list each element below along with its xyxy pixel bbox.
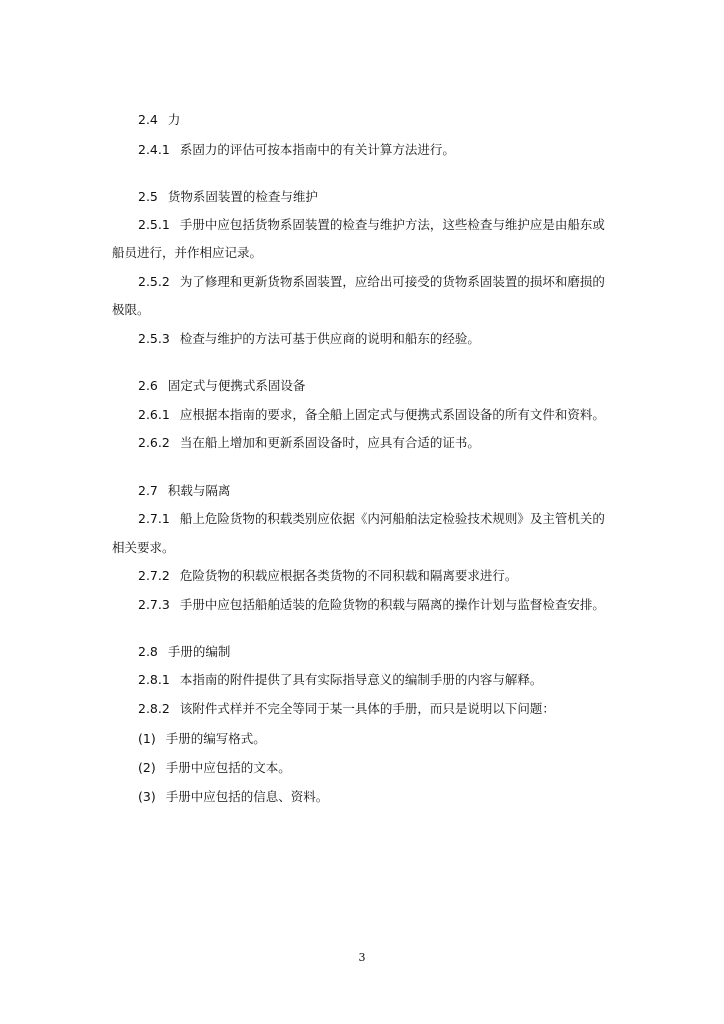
paragraph-2-5-3	[138, 331, 617, 347]
paragraph-text: 为了修理和更新货物系固装置，应给出可接受的货物系固装置的损坏和磨损的	[179, 274, 605, 289]
heading-title: 力	[167, 112, 181, 127]
paragraph-2-7-1	[138, 511, 617, 527]
list-item-number: (3)	[138, 789, 156, 804]
paragraph-text: 手册中应包括船舶适装的危险货物的积载与隔离的操作计划与监督检查安排。	[179, 597, 605, 612]
paragraph-number: 2.5.2	[138, 274, 170, 289]
heading-number: 2.5	[138, 189, 158, 204]
paragraph-text: 当在船上增加和更新系固设备时，应具有合适的证书。	[179, 435, 480, 450]
paragraph-number: 2.7.1	[138, 511, 170, 526]
paragraph-number: 2.6.1	[138, 407, 170, 422]
paragraph-number: 2.7.2	[138, 568, 170, 583]
paragraph-text: 系固力的评估可按本指南中的有关计算方法进行。	[179, 142, 455, 157]
paragraph-2-6-1	[138, 407, 617, 423]
section-heading-2-7	[138, 483, 643, 499]
paragraph-text: 应根据本指南的要求，备全船上固定式与便携式系固设备的所有文件和资料。	[179, 407, 605, 422]
list-item-3	[138, 789, 617, 805]
heading-title: 手册的编制	[167, 644, 231, 659]
heading-title: 积载与隔离	[167, 483, 231, 498]
paragraph-2-6-2	[138, 435, 617, 451]
paragraph-2-8-1	[138, 672, 617, 688]
paragraph-number: 2.5.1	[138, 217, 170, 232]
paragraph-text: 检查与维护的方法可基于供应商的说明和船东的经验。	[179, 331, 480, 346]
paragraph-2-5-2	[138, 274, 617, 290]
section-heading-2-6	[138, 378, 643, 394]
heading-title: 固定式与便携式系固设备	[167, 378, 306, 393]
paragraph-2-4-1	[138, 142, 617, 158]
heading-number: 2.4	[138, 112, 158, 127]
paragraph-text: 危险货物的积载应根据各类货物的不同积载和隔离要求进行。	[179, 568, 518, 583]
heading-number: 2.7	[138, 483, 158, 498]
paragraph-text: 极限。	[112, 302, 150, 317]
section-heading-2-4	[138, 112, 643, 128]
list-item-text: 手册的编写格式。	[165, 731, 266, 746]
paragraph-2-8-2	[138, 701, 617, 717]
list-item-number: (2)	[138, 760, 156, 775]
paragraph-2-5-2-continuation	[112, 302, 617, 318]
paragraph-2-7-1-continuation	[112, 540, 617, 556]
paragraph-number: 2.4.1	[138, 142, 170, 157]
list-item-number: (1)	[138, 731, 156, 746]
paragraph-text: 手册中应包括货物系固装置的检查与维护方法，这些检查与维护应是由船东或	[179, 217, 605, 232]
list-item-text: 手册中应包括的文本。	[165, 760, 291, 775]
list-item-text: 手册中应包括的信息、资料。	[165, 789, 329, 804]
list-item-2	[138, 760, 617, 776]
paragraph-number: 2.6.2	[138, 435, 170, 450]
heading-title: 货物系固装置的检查与维护	[167, 189, 318, 204]
paragraph-2-7-3	[138, 597, 617, 613]
list-item-1	[138, 731, 617, 747]
paragraph-text: 相关要求。	[112, 540, 175, 555]
paragraph-number: 2.8.2	[138, 701, 170, 716]
section-heading-2-8	[138, 644, 643, 660]
paragraph-2-7-2	[138, 568, 617, 584]
paragraph-text: 船上危险货物的积载类别应依据《内河船舶法定检验技术规则》及主管机关的	[179, 511, 605, 526]
paragraph-text: 船员进行，并作相应记录。	[112, 245, 263, 260]
paragraph-text: 该附件式样并不完全等同于某一具体的手册，而只是说明以下问题：	[179, 701, 555, 716]
heading-number: 2.8	[138, 644, 158, 659]
paragraph-2-5-1-continuation	[112, 245, 617, 261]
paragraph-number: 2.5.3	[138, 331, 170, 346]
paragraph-2-5-1	[138, 217, 617, 233]
paragraph-number: 2.7.3	[138, 597, 170, 612]
paragraph-text: 本指南的附件提供了具有实际指导意义的编制手册的内容与解释。	[179, 672, 543, 687]
paragraph-number: 2.8.1	[138, 672, 170, 687]
heading-number: 2.6	[138, 378, 158, 393]
section-heading-2-5	[138, 189, 643, 205]
page-number: 3	[358, 951, 366, 964]
